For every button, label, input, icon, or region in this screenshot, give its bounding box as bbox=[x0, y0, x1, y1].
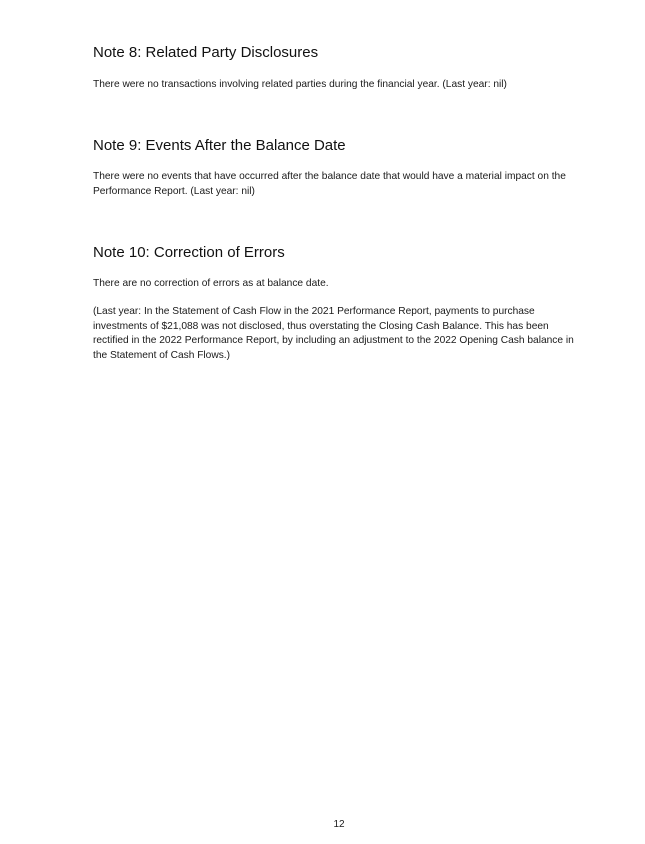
note-8-paragraph: There were no transactions involving related parties during the financial year. (Last year: nil) bbox=[93, 79, 507, 90]
page-number: 12 bbox=[333, 819, 345, 830]
note-10-heading: Note 10: Correction of Errors bbox=[93, 244, 285, 261]
note-9-paragraph: There were no events that have occurred after the balance date that would have a material impact on the Performance Report. (Last year: nil) bbox=[93, 171, 566, 197]
note-9-heading: Note 9: Events After the Balance Date bbox=[93, 137, 346, 154]
note-8-heading: Note 8: Related Party Disclosures bbox=[93, 44, 319, 61]
note-10-paragraph-1: There are no correction of errors as at balance date. bbox=[93, 278, 329, 289]
note-10-paragraph-2: (Last year: In the Statement of Cash Flow in the 2021 Performance Report, payments to purchase investments of $21,088 was not disclosed, thus overstating the Closing Cash Balance. This has been rectified in the 2022 Performance Report, by including an adjustment to the 2022 Opening Cash balance in the Statement of Cash Flows.) bbox=[93, 306, 574, 361]
